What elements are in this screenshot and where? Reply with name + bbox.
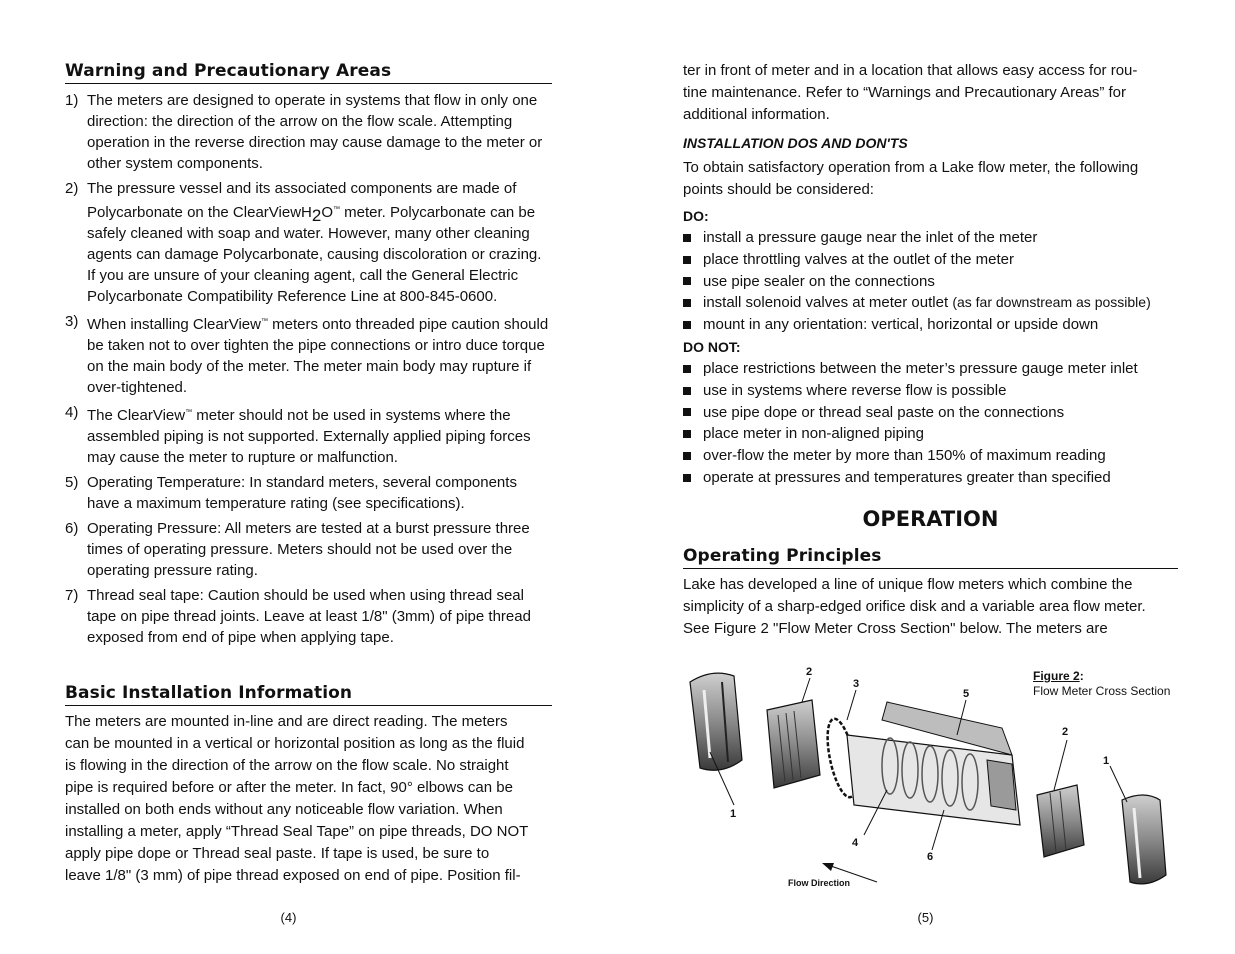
end-fitting-right xyxy=(1122,795,1166,884)
figure-caption-text: Flow Meter Cross Section xyxy=(1033,684,1171,698)
callout-2-left: 2 xyxy=(806,666,813,678)
list-item: over-flow the meter by more than 150% of maximum reading xyxy=(683,445,1183,467)
page-number-left: (4) xyxy=(280,910,297,925)
callout-1-left: 1 xyxy=(730,808,737,820)
bullet-square-icon xyxy=(683,408,691,416)
list-item: 5) Operating Temperature: In standard meters, several components have a maximum temperature rating (see specifications). xyxy=(65,474,517,512)
list-item: 4) The ClearView™ meter should not be used in systems where the assembled piping is not supported. Externally applied piping forces may cause the meter to rupture or malfunction. xyxy=(65,404,531,466)
list-item: 3) When installing ClearView™ meters onto threaded pipe caution should be taken not to over tighten the pipe connections or intro duce torque on the main body of the meter. The meter main body may rupture if over-tightened. xyxy=(65,313,549,396)
bullet-square-icon xyxy=(683,474,691,482)
leader-line xyxy=(1110,766,1127,802)
bullet-square-icon xyxy=(683,299,691,307)
principles-heading: Operating Principles xyxy=(683,546,1178,569)
callout-4: 4 xyxy=(852,837,859,849)
do-label: DO: xyxy=(683,208,709,224)
leader-line xyxy=(1054,740,1067,790)
leader-line xyxy=(802,678,810,702)
install-paragraph: The meters are mounted in-line and are direct reading. The meters can be mounted in a vertical or horizontal position as long as the fluid is flowing in the direction of the arrow on the flow scale. No straight pipe is required before or after the meter. In fact, 90° elbows can be installed on both ends without any noticeable flow variation. When installing a meter, apply “Thread Seal Tape” on pipe threads, DO NOT apply pipe dope or Thread seal paste. If tape is used, be sure to leave 1/8" (3 mm) of pipe thread exposed on end of pipe. Position fil- xyxy=(65,713,529,884)
end-fitting-left xyxy=(690,673,742,770)
install-heading: Basic Installation Information xyxy=(65,683,552,706)
warning-heading: Warning and Precautionary Areas xyxy=(65,61,552,84)
list-item: place restrictions between the meter’s pressure gauge meter inlet xyxy=(683,358,1183,380)
list-item: use pipe dope or thread seal paste on the connections xyxy=(683,402,1183,424)
left-page xyxy=(65,0,552,954)
list-item: use in systems where reverse flow is possible xyxy=(683,380,1183,402)
operation-title: OPERATION xyxy=(862,507,999,531)
adapter-right xyxy=(1037,785,1084,857)
do-list xyxy=(683,227,1183,336)
list-item: 6) Operating Pressure: All meters are tested at a burst pressure three times of operating pressure. Meters should not be used over the operating pressure rating. xyxy=(65,520,530,579)
bullet-square-icon xyxy=(683,430,691,438)
list-item: use pipe sealer on the connections xyxy=(683,271,1183,293)
page-number-right: (5) xyxy=(917,910,934,925)
leader-line xyxy=(847,690,856,720)
flow-direction-label: Flow Direction xyxy=(788,878,851,888)
list-item: install a pressure gauge near the inlet of the meter xyxy=(683,227,1183,249)
figure-label: Figure 2 xyxy=(1033,669,1080,683)
list-item: place throttling valves at the outlet of the meter xyxy=(683,249,1183,271)
bullet-square-icon xyxy=(683,277,691,285)
adapter-left xyxy=(767,700,820,788)
warnings-list xyxy=(65,90,552,652)
list-item: place meter in non-aligned piping xyxy=(683,423,1183,445)
callout-6: 6 xyxy=(927,851,934,863)
donot-list xyxy=(683,358,1183,489)
callout-3: 3 xyxy=(853,678,860,690)
leader-line xyxy=(932,810,944,850)
bullet-square-icon xyxy=(683,387,691,395)
bullet-square-icon xyxy=(683,234,691,242)
bullet-square-icon xyxy=(683,365,691,373)
list-item: operate at pressures and temperatures greater than specified xyxy=(683,467,1183,489)
dos-intro: To obtain satisfactory operation from a Lake flow meter, the following points should be considered: xyxy=(683,159,1139,198)
list-item: install solenoid valves at meter outlet (as far downstream as possible) xyxy=(683,292,1183,314)
list-item: 1) The meters are designed to operate in systems that flow in only one direction: the direction of the arrow on the flow scale. Attempting operation in the reverse direction may cause damage to the meter or other system components. xyxy=(65,92,543,172)
dos-heading: INSTALLATION DOS AND DON'TS xyxy=(683,135,908,151)
bullet-square-icon xyxy=(683,452,691,460)
meter-body xyxy=(847,702,1020,825)
callout-5: 5 xyxy=(963,688,970,700)
donot-label: DO NOT: xyxy=(683,339,741,355)
list-item: 2) The pressure vessel and its associated components are made of Polycarbonate on the ClearViewH2O™ meter. Polycarbonate can be safely cleaned with soap and water. However, many other cleaning agents can damage Polycarbonate, causing discoloration or crazing. If you are unsure of your cleaning agent, call the General Electric Polycarbonate Compatibility Reference Line at 800-845-0600. xyxy=(65,180,542,305)
flow-meter-cross-section xyxy=(682,660,1182,895)
principles-paragraph: Lake has developed a line of unique flow meters which combine the simplicity of a sharp-edged orifice disk and a variable area flow meter. See Figure 2 "Flow Meter Cross Section" below. The meters are xyxy=(683,576,1146,637)
list-item: mount in any orientation: vertical, horizontal or upside down xyxy=(683,314,1183,336)
bullet-square-icon xyxy=(683,256,691,264)
continued-paragraph: ter in front of meter and in a location that allows easy access for rou- tine maintenance. Refer to “Warnings and Precautionary Areas” for additional information. xyxy=(683,62,1138,123)
callout-2-right: 2 xyxy=(1062,726,1069,738)
figure-caption: Figure 2: Flow Meter Cross Section xyxy=(1033,669,1171,698)
bullet-square-icon xyxy=(683,321,691,329)
list-item: 7) Thread seal tape: Caution should be used when using thread seal tape on pipe thread joints. Leave at least 1/8" (3mm) of pipe thread exposed from end of pipe when applying tape. xyxy=(65,587,531,646)
callout-1-right: 1 xyxy=(1103,755,1110,767)
